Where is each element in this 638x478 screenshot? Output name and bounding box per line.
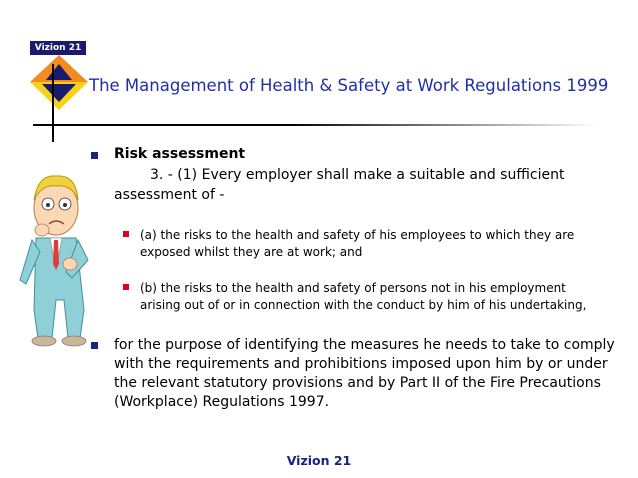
footer-brand: Vizion 21 bbox=[286, 453, 352, 468]
title-horizontal-rule bbox=[33, 124, 598, 126]
title-vertical-rule bbox=[52, 64, 54, 142]
sub-item-b: (b) the risks to the health and safety of persons not in his employment arising out of or in connection with the conduct by him of his undertaking, bbox=[140, 281, 587, 312]
sub-bullet-a bbox=[123, 231, 129, 237]
bullet-purpose bbox=[91, 342, 98, 349]
worried-man-illustration bbox=[14, 160, 98, 350]
regulation-text: Every employer shall make a suitable and sufficient assessment of - bbox=[114, 167, 565, 203]
regulation-number: 3. - (1) bbox=[150, 167, 198, 183]
section-heading: Risk assessment bbox=[114, 146, 246, 162]
sub-item-a: (a) the risks to the health and safety of his employees to which they are exposed whilst they are at work; and bbox=[140, 228, 575, 259]
regulation-paragraph bbox=[114, 165, 584, 205]
bullet-risk-assessment bbox=[91, 152, 98, 159]
logo-text: Vizion 21 bbox=[30, 41, 86, 55]
page-title: The Management of Health & Safety at Work Regulations 1999 bbox=[89, 76, 609, 95]
purpose-paragraph: for the purpose of identifying the measures he needs to take to comply with the requirements and prohibitions imposed upon him by or under the relevant statutory provisions and by Part II of the Fire Precautions (Workplace) Regulations 1997. bbox=[114, 337, 615, 410]
sub-bullet-b bbox=[123, 284, 129, 290]
